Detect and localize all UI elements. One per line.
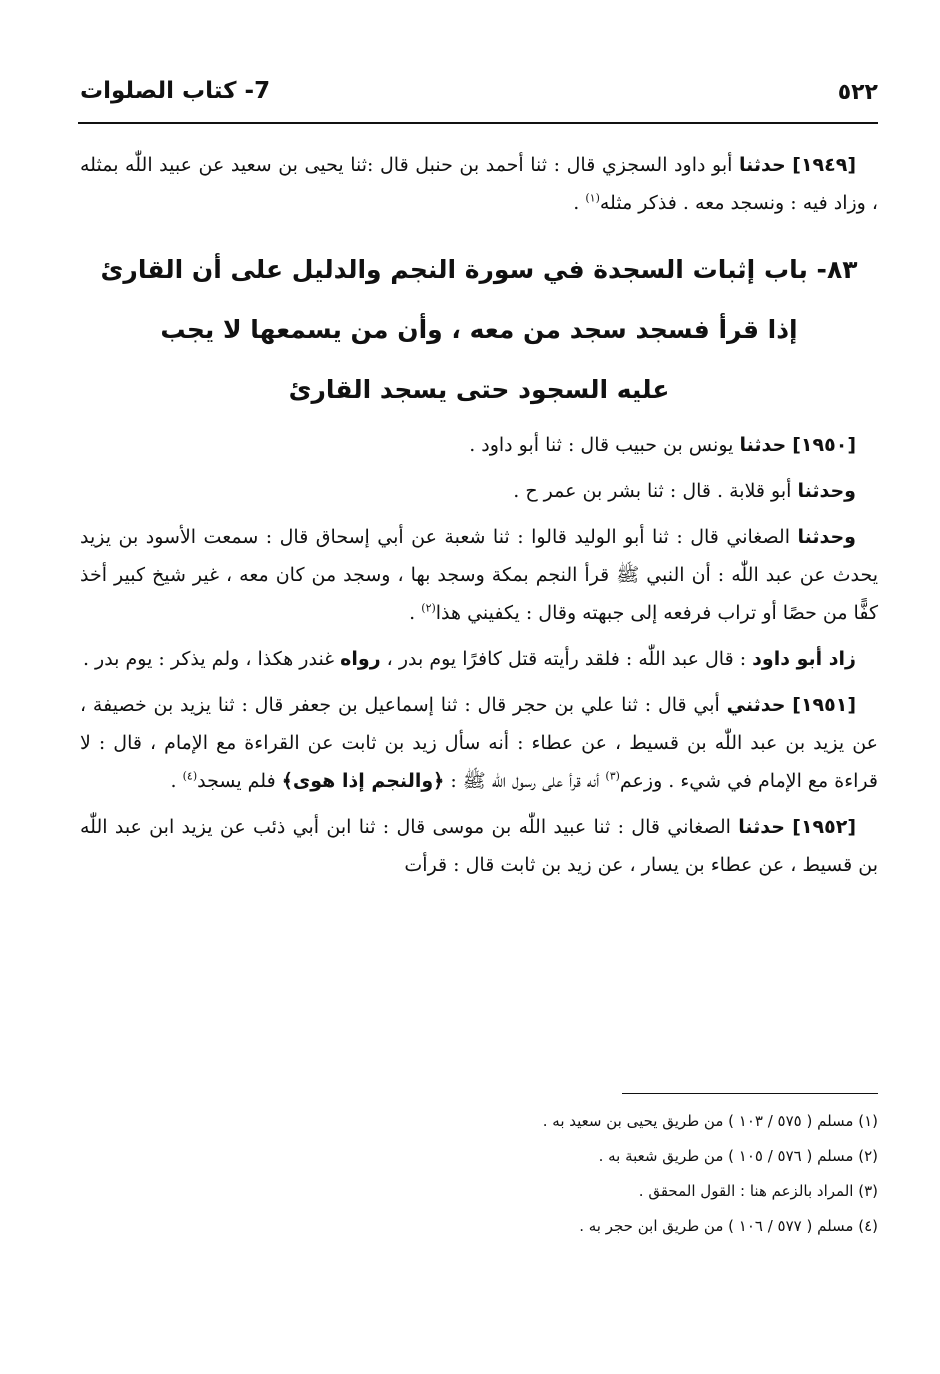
hadith-text: أنه قرأ على رسول اللّٰه ﷺ : <box>444 770 606 792</box>
paragraph-text: الصغاني قال : ثنا أبو الوليد قالوا : ثنا شعبة عن أبي إسحاق قال : سمعت الأسود بن يزيد يحدث عن عبد اللّٰه : أن النبي ﷺ قرأ النجم بمكة وسجد بها ، وسجد من كان معه ، غير شيخ كبير أخذ كفًّا من حصًا أو تراب فرفعه إلى جبهته وقال : يكفيني هذا <box>80 526 878 624</box>
footnote-rule <box>622 1093 878 1094</box>
running-header <box>80 72 878 116</box>
footnote-ref: (٤) <box>182 769 198 783</box>
hadith-text: أبو داود السجزي قال : ثنا أحمد بن حنبل قال :ثنا يحيى بن سعيد عن عبيد اللّٰه بمثله ، وزاد فيه : ونسجد معه . فذكر مثله <box>80 154 878 214</box>
footnote-ref: (١) <box>585 191 600 205</box>
sentence-end: . <box>573 192 586 214</box>
paragraph-abu-qilaba <box>80 472 878 510</box>
hadith-text: فلم يسجد <box>197 770 282 792</box>
hadith-text: أبي قال : ثنا علي بن حجر قال : ثنا إسماعيل بن جعفر قال : ثنا يزيد بن خصيفة ، عن يزيد بن عبد اللّٰه بن قسيط ، عن عطاء : أنه سأل زيد بن ثابت عن القراءة مع الإمام ، قال : لا قراءة مع الإمام في شيء . وزعم <box>80 694 878 792</box>
footnotes <box>80 1104 878 1244</box>
footnote: (٢) مسلم ( ٥٧٦ / ١٠٥ ) من طريق شعبة به . <box>598 1147 878 1165</box>
page-number: ٥٢٢ <box>837 80 878 105</box>
paragraph-zad-abu-dawud <box>80 640 878 678</box>
hadith-1949 <box>80 146 878 222</box>
chapter-line: عليه السجود حتى يسجد القارئ <box>288 375 670 404</box>
riwayah-word: رواه <box>340 648 381 670</box>
footnote: (٣) المراد بالزعم هنا : القول المحقق . <box>638 1182 878 1200</box>
footnote: (١) مسلم ( ٥٧٥ / ١٠٣ ) من طريق يحيى بن سعيد به . <box>542 1112 878 1130</box>
lead-word: زاد أبو داود <box>752 648 856 670</box>
hadith-1952 <box>80 808 878 884</box>
lead-word: حدثني <box>726 694 786 716</box>
paragraph-text: أبو قلابة . قال : ثنا بشر بن عمر ح . <box>513 480 792 502</box>
lead-word: وحدثنا <box>797 526 856 548</box>
paragraph-text: : قال عبد اللّٰه : فلقد رأيته قتل كافرًا يوم بدر ، <box>380 648 753 670</box>
lead-word: حدثنا <box>739 434 787 456</box>
paragraph-saghani <box>80 518 878 632</box>
hadith-1950 <box>80 426 878 464</box>
chapter-line: إذا قرأ فسجد سجد من معه ، وأن من يسمعها لا يجب <box>160 315 798 344</box>
footnote: (٤) مسلم ( ٥٧٧ / ١٠٦ ) من طريق ابن حجر به . <box>579 1217 878 1235</box>
hadith-number: [١٩٥٠] <box>792 434 856 456</box>
quran-quote: ﴿والنجم إذا هوى﴾ <box>281 770 445 792</box>
footnote-ref: (٢) <box>421 601 436 615</box>
main-text <box>80 146 878 892</box>
hadith-number: [١٩٥٢] <box>792 816 857 838</box>
sentence-end: . <box>170 770 183 792</box>
header-title: 7- كتاب الصلوات <box>80 78 271 104</box>
footnote-ref: (٣) <box>605 769 620 783</box>
sentence-end: . <box>409 602 422 624</box>
lead-word: حدثنا <box>738 154 786 176</box>
chapter-heading <box>100 240 858 420</box>
hadith-number: [١٩٥١] <box>792 694 857 716</box>
chapter-line: ٨٣- باب إثبات السجدة في سورة النجم والدليل على أن القارئ <box>100 255 858 284</box>
hadith-text: الصغاني قال : ثنا عبيد اللّٰه بن موسى قال : ثنا ابن أبي ذئب عن يزيد ابن عبد اللّٰه بن قسيط ، عن عطاء بن يسار ، عن زيد بن ثابت قال : قرأت <box>80 816 878 876</box>
paragraph-text: غندر هكذا ، ولم يذكر : يوم بدر . <box>82 648 341 670</box>
hadith-number: [١٩٤٩] <box>792 154 857 176</box>
hadith-1951 <box>80 686 878 800</box>
lead-word: وحدثنا <box>797 480 856 502</box>
lead-word: حدثنا <box>738 816 785 838</box>
header-rule <box>78 122 878 124</box>
hadith-text: يونس بن حبيب قال : ثنا أبو داود . <box>469 434 734 456</box>
